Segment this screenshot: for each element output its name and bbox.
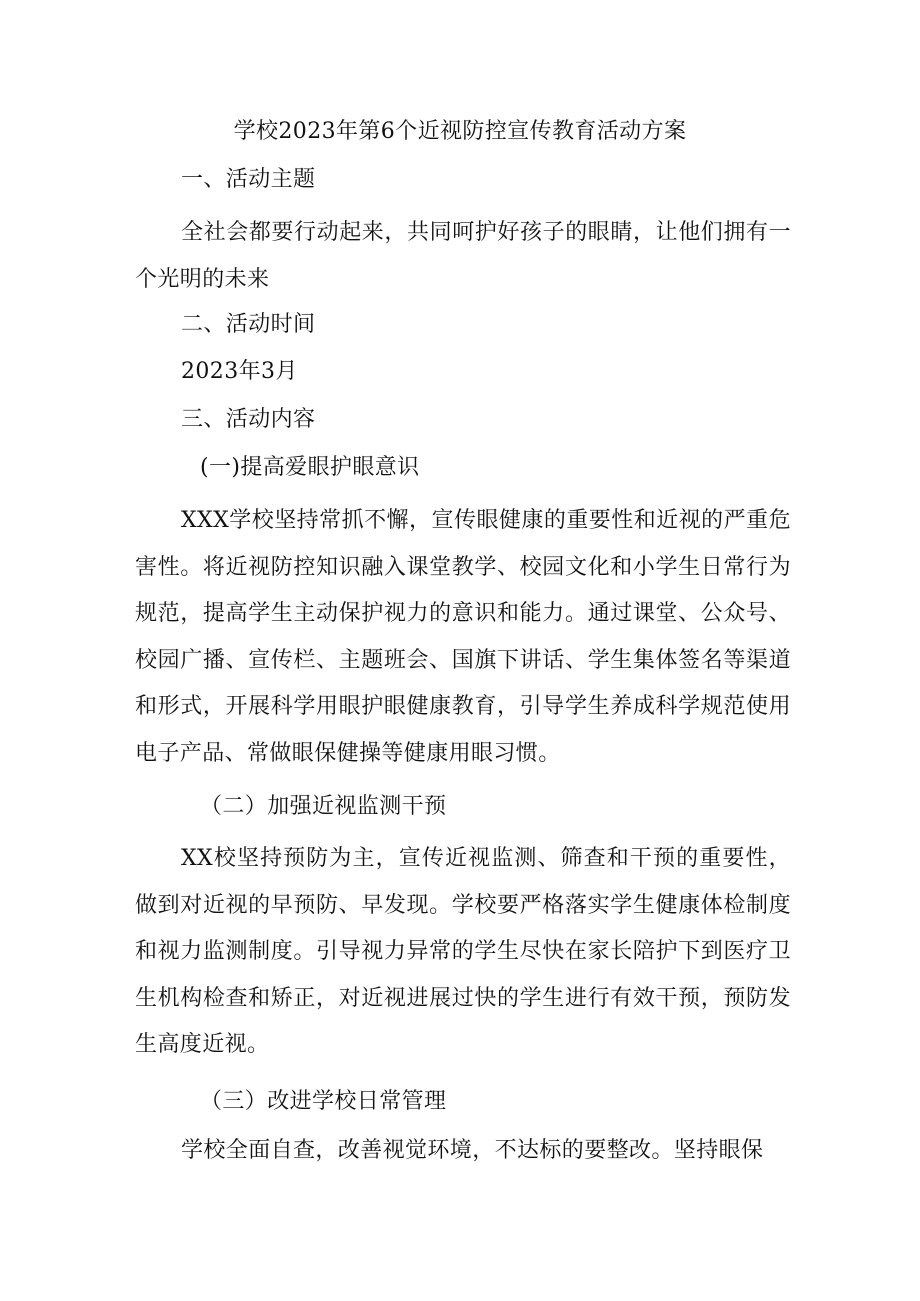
section-heading-content: 三、活动内容 bbox=[181, 407, 316, 432]
subsection-body-awareness: XXX学校坚持常抓不懈，宣传眼健康的重要性和近视的严重危害性。将近视防控知识融入课堂教学、校园文化和小学生日常行为规范，提高学生主动保护视力的意识和能力。通过课堂、公众号、校园广播、宣传栏、主题班会、国旗下讲话、学生集体签名等渠道和形式，开展科学用眼护眼健康教育，引导学生养成科学规范使用电子产品、常做眼保健操等健康用眼习惯。 bbox=[135, 508, 791, 766]
document-title: 学校2023年第6个近视防控宣传教育活动方案 bbox=[233, 119, 687, 144]
subsection-heading-awareness: (一)提高爱眼护眼意识 bbox=[200, 455, 420, 480]
section-heading-time: 二、活动时间 bbox=[181, 312, 316, 337]
subsection-body-monitoring: XX校坚持预防为主，宣传近视监测、筛查和干预的重要性，做到对近视的早预防、早发现。学校要严格落实学生健康体检制度和视力监测制度。引导视力异常的学生尽快在家长陪护下到医疗卫生机构检查和矫正，对近视进展过快的学生进行有效干预，预防发生高度近视。 bbox=[135, 846, 791, 1057]
section-body-theme: 全社会都要行动起来，共同呵护好孩子的眼睛，让他们拥有一个光明的未来 bbox=[135, 220, 791, 292]
subsection-body-management: 学校全面自查，改善视觉环境，不达标的要整改。坚持眼保 bbox=[181, 1138, 764, 1163]
subsection-heading-monitoring: （二）加强近视监测干预 bbox=[200, 794, 447, 819]
subsection-heading-management: （三）改进学校日常管理 bbox=[200, 1089, 447, 1114]
section-body-time: 2023年3月 bbox=[181, 359, 298, 384]
section-heading-theme: 一、活动主题 bbox=[181, 167, 316, 192]
